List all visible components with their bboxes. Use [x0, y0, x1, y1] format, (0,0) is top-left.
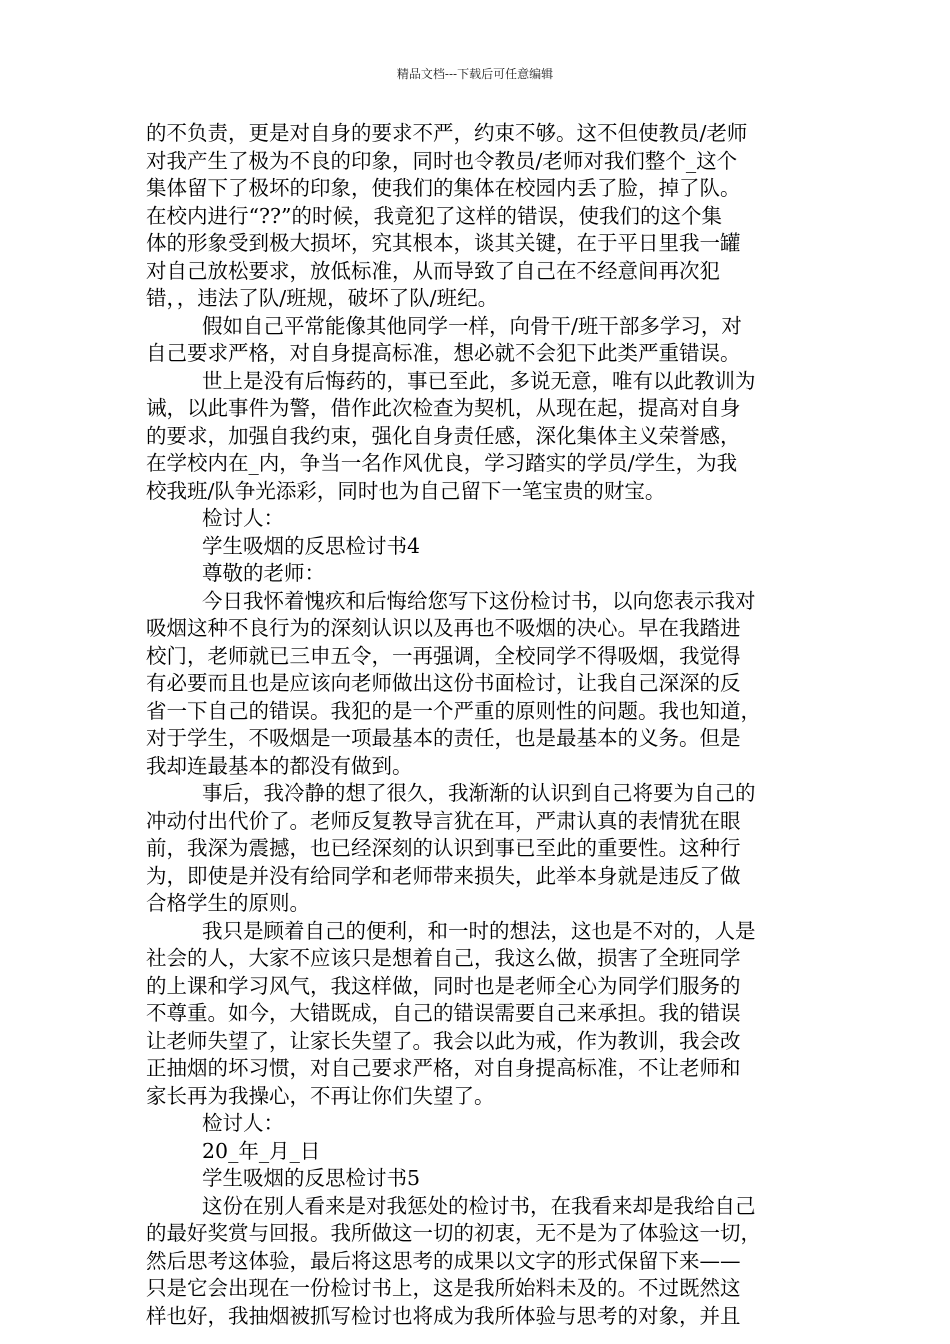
text-line: 世上是没有后悔药的，事已至此，多说无意，唯有以此教训为	[202, 368, 756, 393]
text-line: 学生吸烟的反思检讨书4	[202, 533, 421, 558]
text-line: 然后思考这体验，最后将这思考的成果以文字的形式保留下来——	[146, 1248, 741, 1273]
text-line: 这份在别人看来是对我惩处的检讨书，在我看来却是我给自己	[202, 1193, 756, 1218]
text-line: 尊敬的老师：	[202, 561, 325, 585]
text-line: 20_年_月_日	[202, 1138, 321, 1163]
text-line: 社会的人，大家不应该只是想着自己，我这么做，损害了全班同学	[146, 946, 741, 970]
document-body	[146, 120, 818, 1330]
text-line: 体的形象受到极大损坏，究其根本，谈其关键，在于平日里我一罐	[146, 231, 741, 255]
text-line: 的要求，加强自我约束，强化自身责任感，深化集体主义荣誉感，	[146, 423, 741, 448]
text-line: 校我班/队争光添彩，同时也为自己留下一笔宝贵的财宝。	[146, 478, 666, 503]
text-line: 正抽烟的坏习惯，对自己要求严格，对自身提高标准，不让老师和	[146, 1056, 741, 1080]
text-line: 假如自己平常能像其他同学一样，向骨干/班干部多学习，对	[202, 313, 742, 338]
text-line: 只是它会出现在一份检讨书上，这是我所始料未及的。不过既然这	[146, 1276, 741, 1300]
page-header: 精品文档---下载后可任意编辑	[396, 67, 554, 81]
text-line: 我却连最基本的都没有做到。	[146, 753, 413, 778]
text-line: 对我产生了极为不良的印象，同时也令教员/老师对我们整个_这个	[146, 148, 738, 173]
text-line: 在校内进行“??”的时候，我竟犯了这样的错误，使我们的这个集	[146, 203, 722, 228]
text-line: 事后，我冷静的想了很久，我渐渐的认识到自己将要为自己的	[202, 781, 756, 805]
text-line: 自己要求严格，对自身提高标准，想必就不会犯下此类严重错误。	[146, 341, 741, 365]
text-line: 合格学生的原则。	[146, 891, 310, 915]
text-line: 有必要而且也是应该向老师做出这份书面检讨，让我自己深深的反	[146, 671, 741, 695]
text-line: 省一下自己的错误。我犯的是一个严重的原则性的问题。我也知道，	[146, 698, 761, 723]
text-line: 集体留下了极坏的印象，使我们的集体在校园内丢了脸，掉了队。	[146, 176, 741, 200]
text-line: 检讨人：	[202, 1111, 284, 1135]
text-line: 吸烟这种不良行为的深刻认识以及再也不吸烟的决心。早在我踏进	[146, 616, 741, 640]
text-line: 对于学生，不吸烟是一项最基本的责任，也是最基本的义务。但是	[146, 726, 741, 750]
text-line: 错，，违法了队/班规，破坏了队/班纪。	[146, 286, 499, 310]
text-line: 冲动付出代价了。老师反复教导言犹在耳，严肃认真的表情犹在眼	[146, 808, 741, 833]
text-line: 的上课和学习风气，我这样做，同时也是老师全心为同学们服务的	[146, 973, 741, 998]
text-line: 校门，老师就已三申五令，一再强调，全校同学不得吸烟，我觉得	[146, 643, 741, 668]
text-line: 在学校内在_内，争当一名作风优良，学习踏实的学员/学生，为我	[146, 451, 738, 475]
text-line: 对自己放松要求，放低标准，从而导致了自己在不经意间再次犯	[146, 258, 720, 283]
text-line: 检讨人：	[202, 506, 284, 530]
text-line: 样也好，我抽烟被抓写检讨也将成为我所体验与思考的对象，并且	[146, 1303, 741, 1328]
text-line: 家长再为我操心，不再让你们失望了。	[146, 1083, 495, 1108]
text-line: 的最好奖赏与回报。我所做这一切的初衷，无不是为了体验这一切，	[146, 1221, 761, 1245]
text-line: 诫，以此事件为警，借作此次检查为契机，从现在起，提高对自身	[146, 396, 741, 420]
text-line: 的不负责，更是对自身的要求不严，约束不够。这不但使教员/老师	[146, 121, 748, 145]
text-line: 不尊重。如今，大错既成，自己的错误需要自己来承担。我的错误	[146, 1001, 741, 1025]
text-line: 让老师失望了，让家长失望了。我会以此为戒，作为教训，我会改	[146, 1028, 741, 1053]
text-line: 为，即使是并没有给同学和老师带来损失，此举本身就是违反了做	[146, 863, 741, 888]
text-line: 前，我深为震撼，也已经深刻的认识到事已至此的重要性。这种行	[146, 836, 741, 860]
text-line: 学生吸烟的反思检讨书5	[202, 1166, 421, 1190]
text-line: 今日我怀着愧疚和后悔给您写下这份检讨书，以向您表示我对	[202, 588, 756, 613]
text-line: 我只是顾着自己的便利，和一时的想法，这也是不对的，人是	[202, 918, 756, 943]
